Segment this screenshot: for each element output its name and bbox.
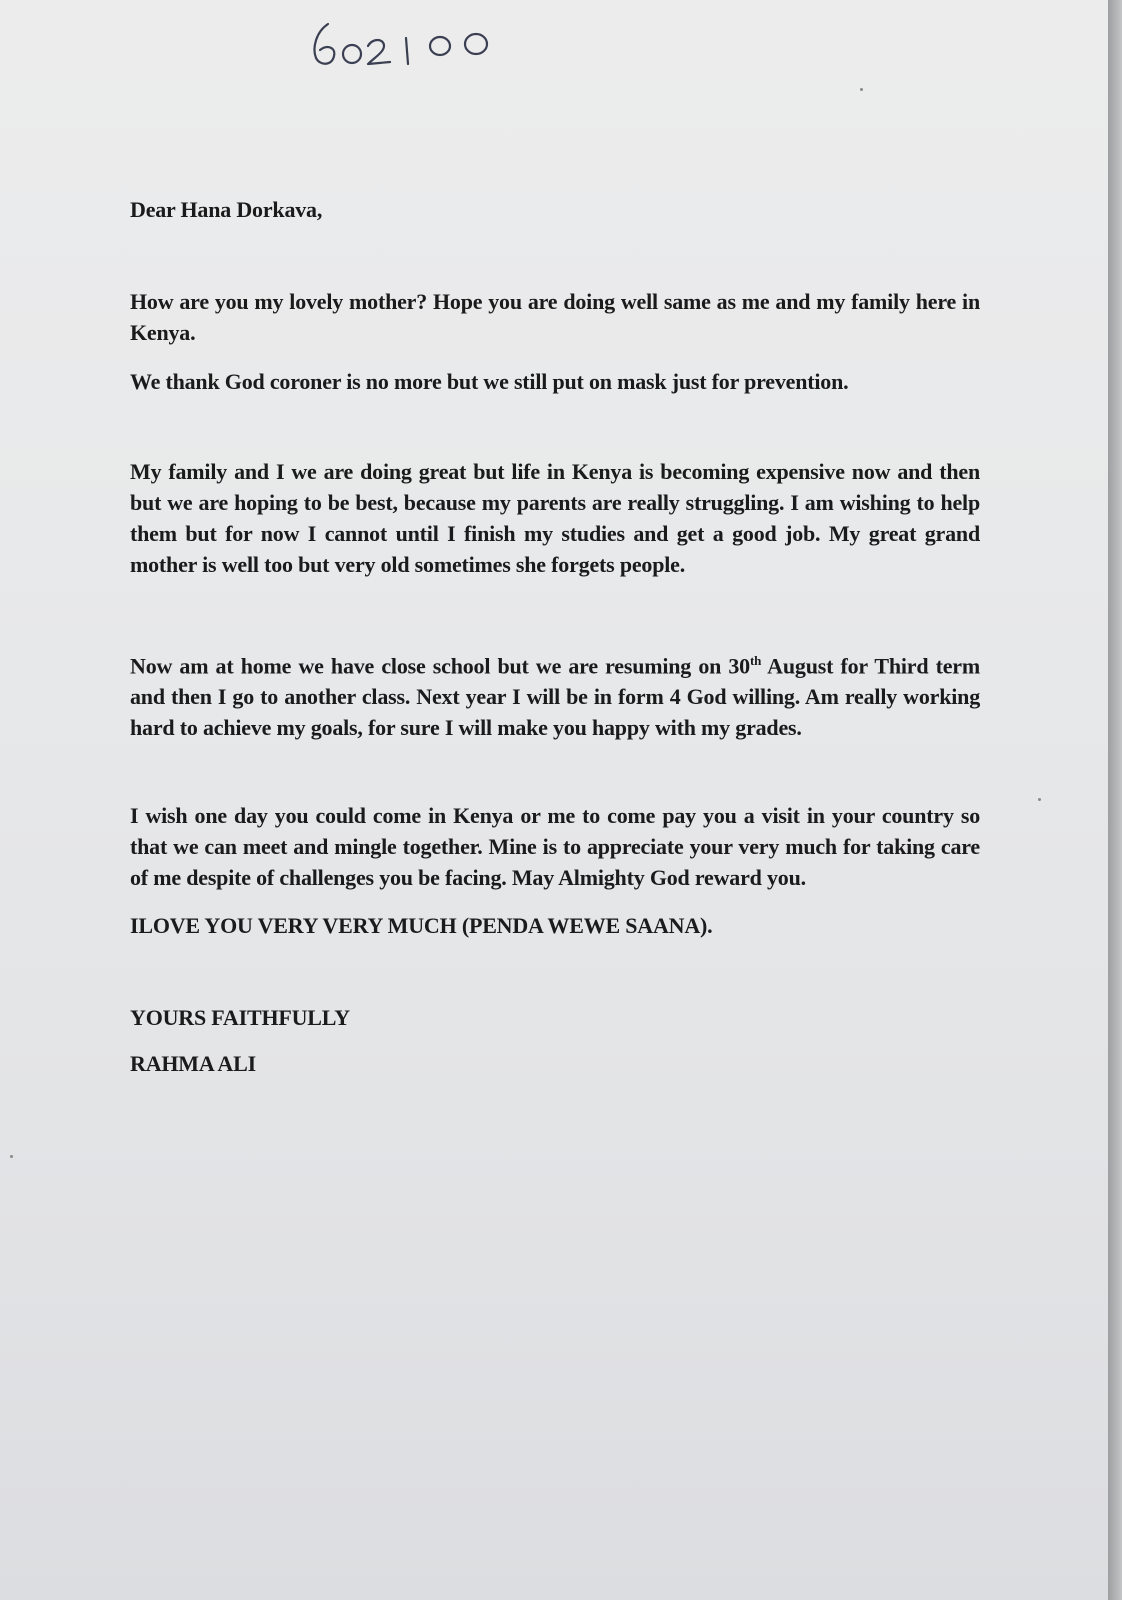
paragraph-greeting: How are you my lovely mother? Hope you are doing well same as me and my family here in Kenya. — [130, 289, 980, 345]
signature: RAHMA ALI — [130, 1051, 256, 1076]
handwritten-number — [300, 10, 520, 70]
paragraph-family: My family and I we are doing great but life in Kenya is becoming expensive now and then but we are hoping to be best, because my parents are really struggling. I am wishing to help them but for now I cannot until I finish my studies and get a good job. My great grand mother is well too but very old sometimes she forgets people. — [130, 459, 980, 577]
paragraph-love: ILOVE YOU VERY VERY MUCH (PENDA WEWE SAANA). — [130, 913, 713, 938]
paragraph-school-start: Now am at home we have close school but we are resuming on 30 — [130, 653, 750, 679]
paper-speck — [10, 1155, 13, 1158]
paragraph-school-end: August for Third term and then I go to another class. Next year I will be in form 4 God willing. Am really working hard to achieve my goals, for sure I will make you happy with my grades. — [130, 653, 980, 741]
ordinal-suffix: th — [750, 653, 762, 668]
page-edge-shadow — [1108, 0, 1122, 1600]
paper-speck — [1038, 798, 1041, 801]
paragraph-wish: I wish one day you could come in Kenya or me to come pay you a visit in your country so that we can meet and mingle together. Mine is to appreciate your very much for taking care of me despite of challenges you be facing. May Almighty God reward you. — [130, 803, 980, 890]
paragraph-covid: We thank God coroner is no more but we still put on mask just for prevention. — [130, 369, 849, 394]
paragraph-school — [130, 645, 980, 743]
paper-speck — [860, 88, 863, 91]
closing: YOURS FAITHFULLY — [130, 1005, 350, 1030]
salutation: Dear Hana Dorkava, — [130, 197, 323, 222]
